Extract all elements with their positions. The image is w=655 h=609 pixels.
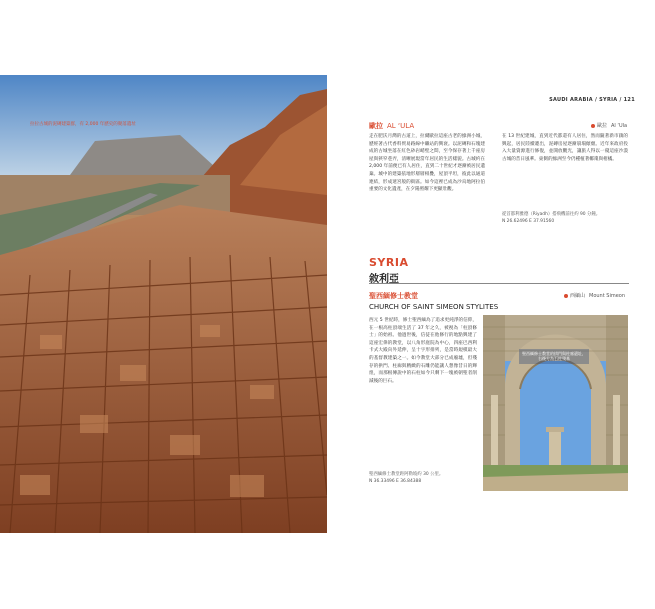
simeon-tag-zh: 西緬山	[570, 293, 586, 299]
simeon-title-en: CHURCH OF SAINT SIMEON STYLITES	[369, 303, 499, 311]
running-head: SAUDI ARABIA / SYRIA / 121	[549, 97, 635, 103]
simeon-coordinates: N 36.33496 E 36.84388	[369, 478, 422, 484]
alula-tag-zh: 歐拉	[597, 123, 608, 129]
country-name-en: SYRIA	[369, 256, 409, 269]
alula-body-col1: 走在肥沃月灣的古道上，拉爾歐拉這座古老的綠洲小城，歷經著古代香料貿易路線中繼站的興衰。以泥磚和石塊建成的古城坐落在紅色砂岩峭壁之間，至今保存著上千座房屋與狹窄巷弄，清晰展現當年居民的生活樣貌。古城約在 2,000 年前便已有人居住，直到二十世紀才逐漸被居民遺棄。城中的建築依地形層層相疊，屋頂平坦，彼此以通道連結，形成迷宮般的街區。如今這裡已成為沙烏地阿拉伯重要的文化遺產，在夕陽照耀下更顯壯觀。	[369, 134, 485, 193]
country-name-zh: 敘利亞	[369, 274, 399, 285]
simeon-access-info	[369, 472, 477, 485]
alula-access-info	[502, 212, 628, 225]
alula-tag-en: Al ‘Ula	[611, 123, 628, 129]
alula-access-text: 從首都利雅德（Riyadh）搭飛機前往約 90 分鐘。	[502, 212, 601, 217]
church-photo-caption: 聖西緬修士教堂的拱門與柱廊遺址，右後方為石柱殘基	[519, 349, 589, 364]
simeon-tag-en: Mount Simeon	[589, 293, 626, 299]
section-divider	[369, 283, 629, 284]
simeon-body: 西元 5 世紀時，修士聖西緬為了追求更純淨的信仰，在一根高柱頂端生活了 37 年之久，被視為「柱頂修士」的始祖。他過世後，信徒在他修行的地點興建了這座宏偉的教堂，以八角形庭院為中心，四座巴西利卡式大殿向外延伸，呈十字形排列，是當時規模最大的基督教建築之一。如今教堂大部分已成廢墟，但殘存的拱門、柱廊與精緻的石雕仍能讓人想像昔日的輝煌，而那根傳說中的石柱如今只剩下一塊被朝聖者削減後的巨石。	[369, 318, 477, 384]
alula-photo-page	[0, 75, 327, 533]
alula-title-en: AL ‘ULA	[387, 122, 415, 130]
simeon-title-zh: 聖西緬修士教堂	[369, 292, 418, 300]
location-dot-icon	[591, 124, 595, 128]
book-spread	[0, 75, 655, 533]
alula-aerial-photo	[0, 75, 327, 533]
location-dot-icon	[564, 294, 568, 298]
alula-title-zh: 歐拉	[369, 122, 383, 130]
simeon-location-tag	[564, 292, 625, 299]
alula-title	[369, 121, 414, 131]
photo-caption: 拉拉古城的泥磚建築群，有 2,000 年歷史的聚落遺址	[30, 122, 136, 127]
country-header	[369, 256, 408, 285]
text-page	[329, 75, 655, 533]
alula-coordinates: N 26.62496 E 37.91560	[502, 218, 555, 224]
simeon-access-text: 聖西緬修士教堂距阿勒坡約 30 公里。	[369, 472, 444, 477]
simeon-church-photo	[483, 315, 628, 491]
church-arch-illustration	[483, 315, 628, 491]
alula-body-col2: 在 13 世紀建城，直到近代都還有人居住，然而隨著新市鎮的興起，居民陸續遷出，泥磚房屋逐漸崩塌傾頹。近年來政府投入大量資源進行修復，並開放觀光，讓旅人得以一窺這座沙漠古城的昔日風華。東側的綠洲至今仍種植著椰棗與柑橘。	[502, 134, 628, 162]
alula-location-tag	[591, 122, 627, 129]
